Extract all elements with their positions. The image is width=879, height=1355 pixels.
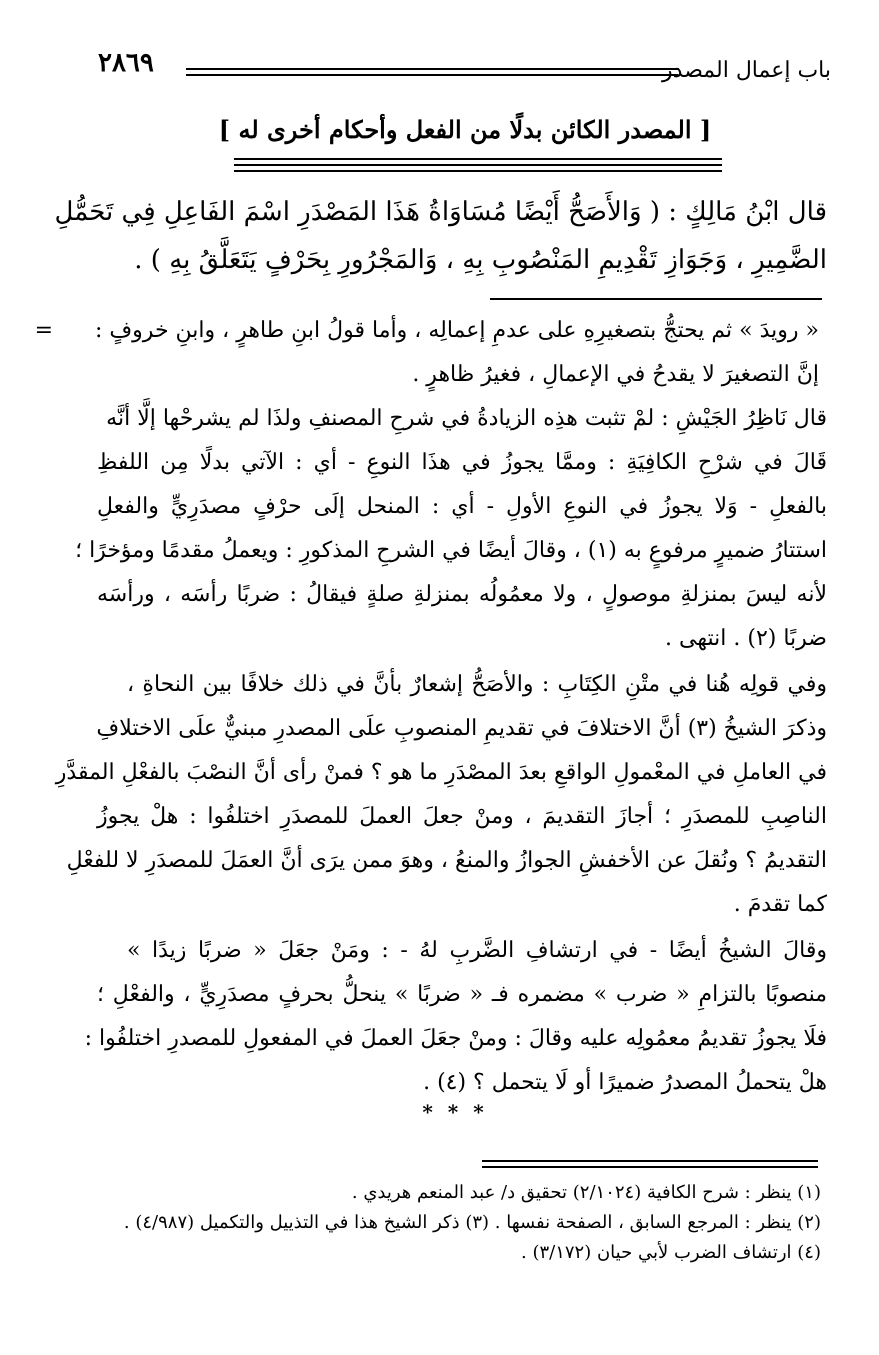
footnote-rule-2 [482, 1166, 818, 1168]
matn-line: الضَّمِيرِ ، وَجَوَازِ تَقْدِيمِ المَنْصُوبِ بِهِ ، وَالمَجْرُورِ بِحَرْفٍ يَتَعَلَّقُ بِهِ ) . [134, 245, 827, 275]
header-rule-bottom [186, 74, 678, 76]
body-line: التقديمُ ؟ ونُقلَ عن الأخفشِ الجوازُ والمنعُ ، وهوَ ممن يرَى أنَّ العمَلَ للمصدَرِ لا للفعْلِ [66, 848, 827, 873]
body-line: وذكرَ الشيخُ (٣) أنَّ الاختلافَ في تقديمِ المنصوبِ علَى المصدرِ مبنيٌّ علَى الاختلافِ [96, 716, 827, 741]
chapter-title: باب إعمال المصدر [662, 58, 831, 83]
body-line: فلَا يجوزُ تقديمُ معمُولِه عليه وقالَ : ومنْ جعَلَ العملَ في المفعولِ للمصدرِ اختلفُوا : [84, 1026, 827, 1051]
body-line: وفي قولِه هُنا في متْنِ الكِتَابِ : والأصَحُّ إشعارٌ بأنَّ في ذلك خلافًا بين النحاةِ ، [127, 672, 827, 697]
body-line: لأنه ليسَ بمنزلةِ موصولٍ ، ولا معمُولُه بمنزلةِ صلةٍ فيقالُ : ضربًا رأسَه ، ورأسَه [97, 582, 827, 607]
body-line: منصوبًا بالتزامِ « ضرب » مضمره فـ « ضربًا » ينحلُّ بحرفٍ مصدَرِيٍّ ، والفعْلِ ؛ [97, 982, 827, 1007]
body-line: قال نَاظِرُ الجَيْشِ : لمْ تثبت هذِه الزيادةُ في شرحِ المصنفِ ولذَا لم يشرحْها إلَّا أنَّه [106, 406, 827, 431]
continuation-mark: = [34, 318, 53, 343]
body-line: استتارُ ضميرٍ مرفوعٍ به (١) ، وقالَ أيضًا في الشرحِ المذكورِ : ويعملُ مقدمًا ومؤخرًا ؛ [75, 538, 827, 563]
footnote: (١) ينظر : شرح الكافية (٢/١٠٢٤) تحقيق د/ عبد المنعم هريدي . [351, 1182, 821, 1203]
header-rule-top [186, 68, 678, 70]
body-line: في العاملِ في المعْمولِ الواقعِ بعدَ المصْدَرِ ما هو ؟ فمنْ رأى أنَّ النصْبَ بالفعْلِ المقدَّرِ [55, 760, 827, 785]
section-title-rule-3 [234, 170, 722, 172]
section-separator: * * * [422, 1100, 488, 1124]
page-number: ٢٨٦٩ [98, 48, 154, 78]
body-line: « رويدَ » ثم يحتجُّ بتصغيرِهِ على عدمِ إعمالِه ، وأما قولُ ابنِ طاهرٍ ، وابنِ خروفٍ : [94, 318, 819, 343]
body-line: كما تقدمَ . [733, 892, 827, 917]
body-line: ضربًا (٢) . انتهى . [665, 626, 827, 651]
footnote: (٤) ارتشاف الضرب لأبي حيان (٣/١٧٢) . [521, 1242, 821, 1263]
matn-line: قال ابْنُ مَالِكٍ : ( وَالأَصَحُّ أَيْضًا مُسَاوَاةُ هَذَا المَصْدَرِ اسْمَ الفَاعِلِ فِي تَحَمُّلِ [54, 197, 827, 227]
footnote-rule-1 [482, 1160, 818, 1162]
matn-divider [490, 298, 822, 300]
body-line: إنَّ التصغيرَ لا يقدحُ في الإعمالِ ، فغيرُ ظاهرٍ . [412, 362, 819, 387]
section-title-rule-1 [234, 158, 722, 160]
footnote: (٢) ينظر : المرجع السابق ، الصفحة نفسها . (٣) ذكر الشيخ هذا في التذييل والتكميل (٤/٩٨٧) . [123, 1212, 821, 1233]
body-line: وقالَ الشيخُ أيضًا - في ارتشافِ الضَّربِ لهُ - : ومَنْ جعَلَ « ضربًا زيدًا » [127, 938, 827, 963]
body-line: بالفعلِ - وَلا يجوزُ في النوعِ الأولِ - أي : المنحل إلَى حرْفٍ مصدَرِيٍّ والفعلِ [97, 494, 827, 519]
section-title-rule-2 [234, 164, 722, 166]
body-line: الناصِبِ للمصدَرِ ؛ أجازَ التقديمَ ، ومنْ جعلَ العملَ للمصدَرِ اختلفُوا : هلْ يجوزُ [97, 804, 827, 829]
body-line: قَالَ في شرْحِ الكافِيَةِ : وممَّا يجوزُ في هذَا النوعِ - أي : الآتي بدلًا مِن اللفظِ [97, 450, 827, 475]
body-line: هلْ يتحملُ المصدرُ ضميرًا أو لَا يتحمل ؟ (٤) . [423, 1070, 827, 1095]
section-title: [ المصدر الكائن بدلًا من الفعل وأحكام أخرى له ] [218, 115, 712, 144]
